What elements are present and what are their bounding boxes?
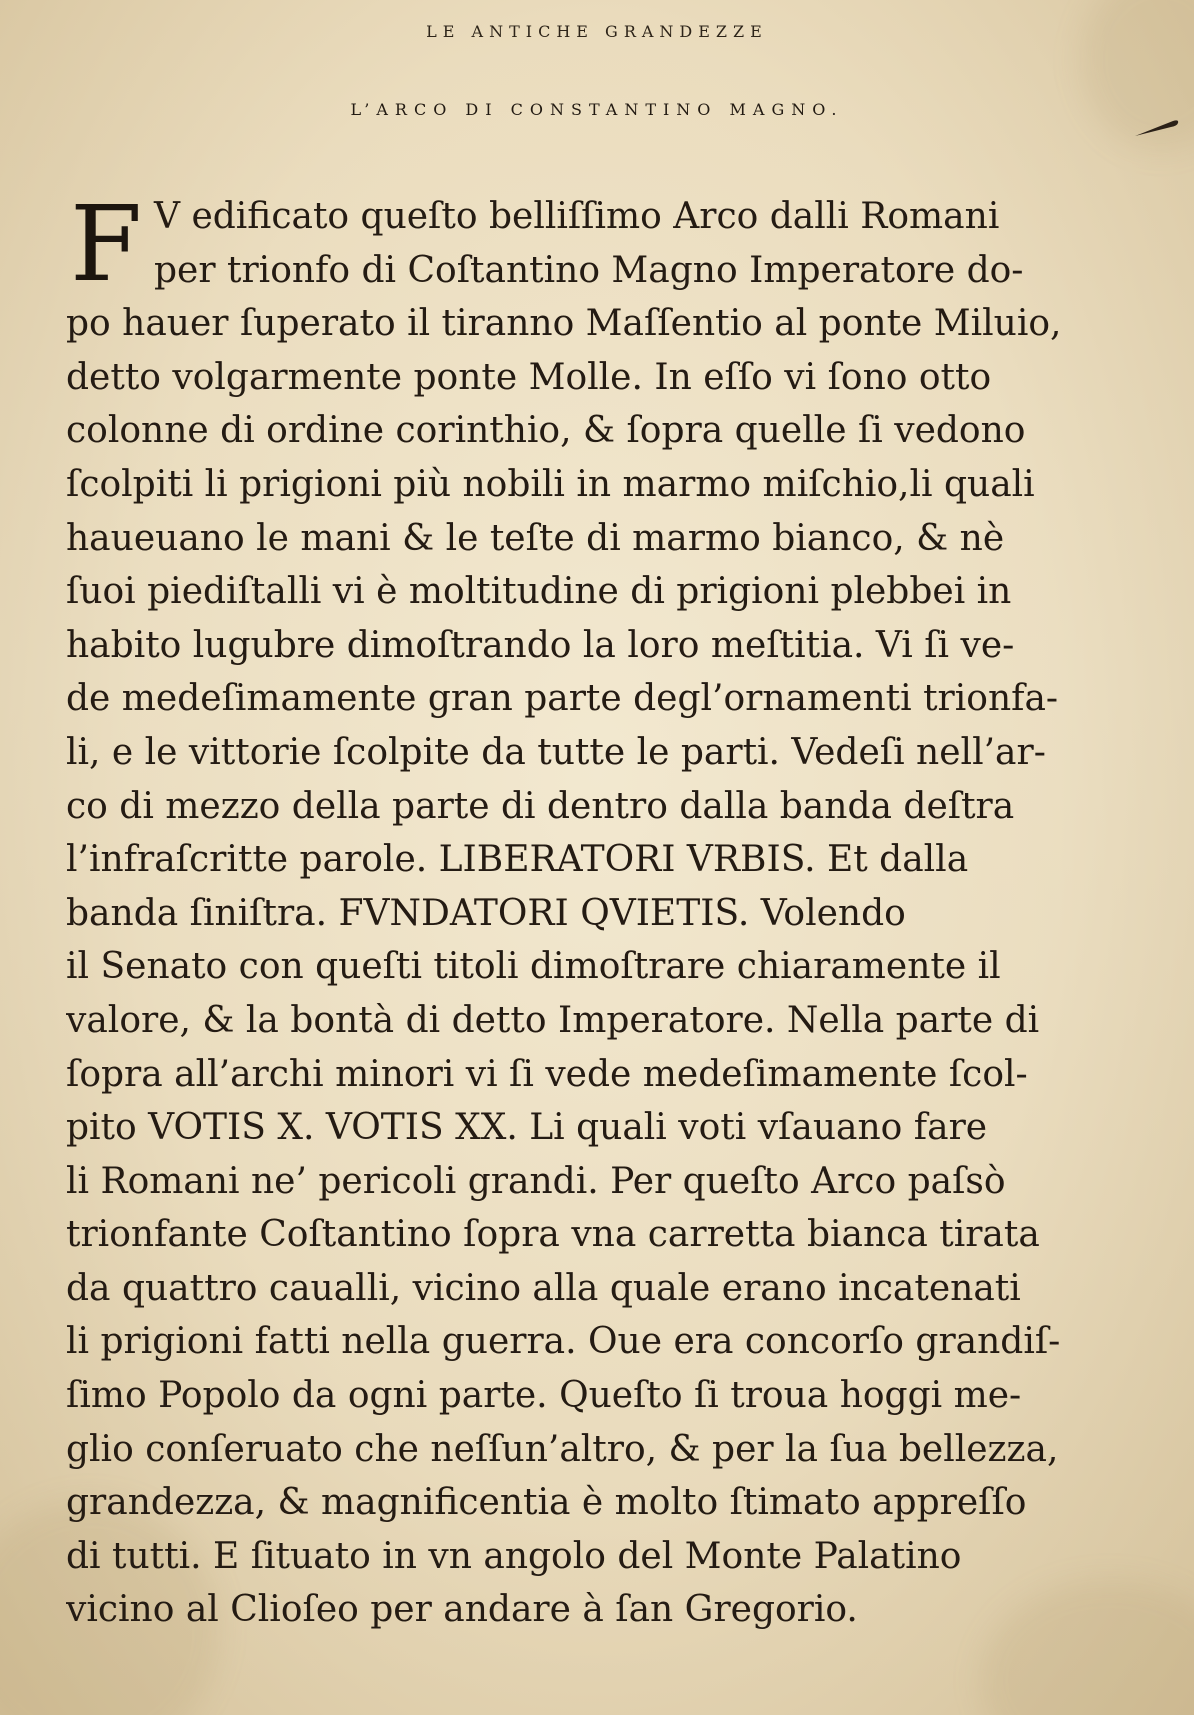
chapter-title: L’ARCO DI CONSTANTINO MAGNO. <box>350 100 844 119</box>
text-line: banda ſiniſtra. FVNDATORI QVIETIS. Volendo <box>66 892 906 934</box>
drop-cap: F <box>70 183 143 305</box>
pen-mark-icon <box>1133 118 1181 138</box>
text-line: ſopra all’archi minori vi ſi vede medeſimamente ſcol- <box>66 1053 1028 1095</box>
text-line: valore, & la bontà di detto Imperatore. Nella parte di <box>66 999 1040 1041</box>
text-line: grandezza, & magnificentia è molto ſtimato appreſſo <box>66 1482 1027 1524</box>
text-line: li Romani ne’ pericoli grandi. Per queſto Arco paſsò <box>66 1160 1006 1202</box>
text-line: da quattro caualli, vicino alla quale erano incatenati <box>66 1267 1021 1309</box>
text-line: glio conſeruato che neſſun’altro, & per la ſua bellezza, <box>66 1428 1059 1470</box>
text-line: ſuoi piediſtalli vi è moltitudine di prigioni plebbei in <box>66 571 1012 613</box>
text-line: li prigioni fatti nella guerra. Oue era concorſo grandiſ- <box>66 1321 1061 1363</box>
text-line: vicino al Clioſeo per andare à ſan Gregorio. <box>66 1589 858 1631</box>
text-line: per trionfo di Coſtantino Magno Imperatore do- <box>154 249 1024 291</box>
text-line: trionfante Coſtantino ſopra vna carretta bianca tirata <box>66 1214 1040 1256</box>
text-line: li, e le vittorie ſcolpite da tutte le parti. Vedeſi nell’ar- <box>66 731 1046 773</box>
text-line: haueuano le mani & le teſte di marmo bianco, & nè <box>66 517 1005 559</box>
text-line: habito lugubre dimoſtrando la loro meſtitia. Vi ſi ve- <box>66 624 1015 666</box>
text-line: il Senato con queſti titoli dimoſtrare chiaramente il <box>66 946 1001 988</box>
text-line: co di mezzo della parte di dentro dalla banda deſtra <box>66 785 1015 827</box>
text-line: de medeſimamente gran parte degl’ornamenti trionfa- <box>66 678 1059 720</box>
text-line: ſimo Popolo da ogni parte. Queſto ſi troua hoggi me- <box>66 1375 1022 1417</box>
text-line: V edificato queſto belliſſimo Arco dalli Romani <box>154 196 1000 237</box>
running-head: LE ANTICHE GRANDEZZE <box>426 22 768 41</box>
text-line: l’infraſcritte parole. LIBERATORI VRBIS. Et dalla <box>66 839 969 881</box>
text-line: colonne di ordine corinthio, & ſopra quelle ſi vedono <box>66 410 1026 452</box>
text-line: po hauer ſuperato il tiranno Maſſentio al ponte Miluio, <box>66 303 1062 345</box>
text-line: ſcolpiti li prigioni più nobili in marmo miſchio,li quali <box>66 463 1035 505</box>
text-line: detto volgarmente ponte Molle. In eſſo vi ſono otto <box>66 356 992 398</box>
text-line: pito VOTIS X. VOTIS XX. Li quali voti vſauano fare <box>66 1107 988 1149</box>
body-text <box>66 183 1146 1637</box>
text-line: di tutti. E ſituato in vn angolo del Monte Palatino <box>66 1535 962 1577</box>
